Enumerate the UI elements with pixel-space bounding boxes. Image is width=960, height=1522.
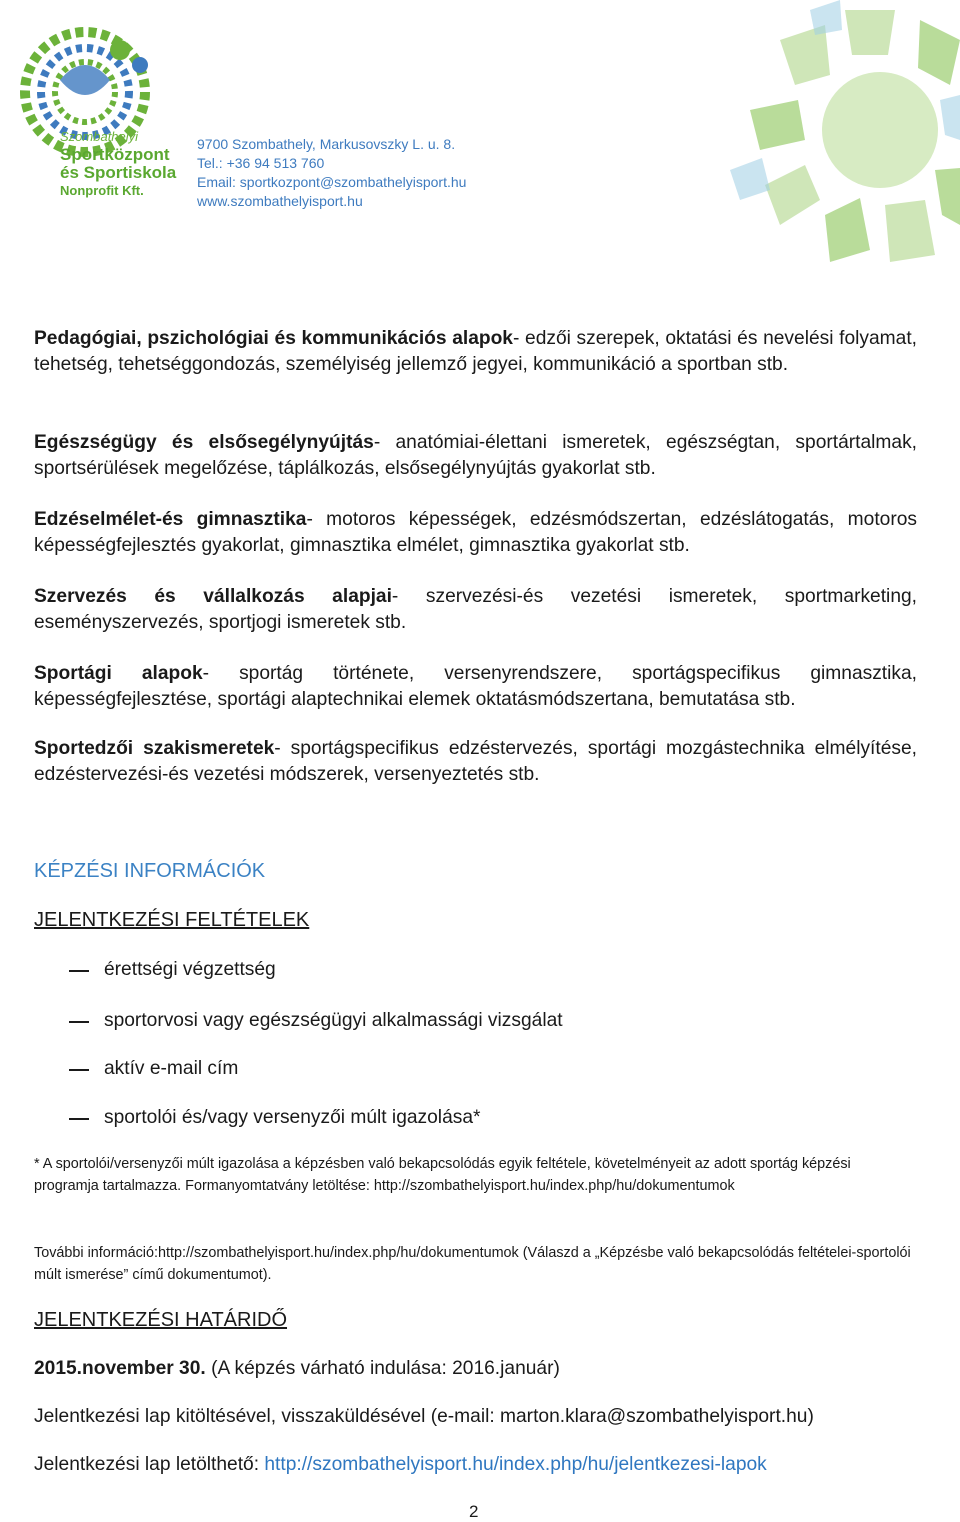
brand-line-3: és Sportiskola [60, 163, 177, 182]
requirement-text: aktív e-mail cím [104, 1058, 239, 1079]
download-line [34, 1452, 767, 1478]
dash-bullet-icon [69, 1021, 89, 1023]
dash-bullet-icon [69, 1069, 89, 1071]
requirement-text: sportolói és/vagy versenyzői múlt igazolása* [104, 1107, 481, 1128]
brand-line-2: Sportközpont [60, 145, 170, 164]
subject-text: - sportágspecifikus edzéstervezés, sportági mozgástechnika elmélyítése, edzéstervezési-és vezetési módszerek, versenyeztetés stb. [34, 738, 917, 785]
download-label: Jelentkezési lap letölthető: [34, 1454, 265, 1475]
training-info-heading: KÉPZÉSI INFORMÁCIÓK [34, 860, 266, 882]
subject-title: Pedagógiai, pszichológiai és kommunikációs alapok [34, 328, 513, 349]
deadline-heading: JELENTKEZÉSI HATÁRIDŐ [34, 1309, 288, 1331]
contact-address: 9700 Szombathely, Markusovszky L. u. 8. [197, 136, 456, 152]
contact-phone: Tel.: +36 94 513 760 [197, 155, 325, 171]
subject-title: Szervezés és vállalkozás alapjai [34, 586, 392, 607]
subject-title: Sportedzői szakismeretek [34, 738, 275, 759]
subject-paragraph [34, 736, 917, 788]
contact-web[interactable]: www.szombathelyisport.hu [197, 193, 363, 209]
subject-title: Edzéselmélet-és gimnasztika [34, 509, 307, 530]
page-number: 2 [469, 1502, 479, 1521]
brand-line-1: Szombathelyi [60, 129, 139, 144]
subject-title: Sportági alapok [34, 663, 203, 684]
deadline-note: (A képzés várható indulása: 2016.január) [205, 1358, 560, 1379]
subject-paragraph [34, 661, 917, 713]
subject-title: Egészségügy és elsősegélynyújtás [34, 432, 374, 453]
brand-line-4: Nonprofit Kft. [60, 183, 144, 198]
footnote: * A sportolói/versenyzői múlt igazolása a képzésben való bekapcsolódás egyik feltétele, követelményeit az adott sportág képzési programja tartalmazza. Formanyomtatvány letöltése: http://szombathelyisport.hu/index.php/hu/dokumentumok [34, 1156, 851, 1194]
subject-paragraph [34, 584, 917, 636]
dash-bullet-icon [69, 1118, 89, 1120]
subject-text: - sportág története, versenyrendszere, sportágspecifikus gimnasztika, képességfejlesztése, sportági alaptechnikai elemek oktatásmódszertana, bemutatása stb. [34, 663, 917, 710]
contact-block [197, 135, 466, 211]
deadline-line [34, 1356, 560, 1382]
requirement-text: sportorvosi vagy egészségügyi alkalmassági vizsgálat [104, 1010, 563, 1031]
subject-text: - motoros képességek, edzésmódszertan, edzéslátogatás, motoros képességfejlesztés gyakorlat, gimnasztika elmélet, gimnasztika gyakorlat stb. [34, 509, 917, 556]
subject-text: - anatómiai-élettani ismeretek, egészségtan, sportártalmak, sportsérülések megelőzése, táplálkozás, elsősegélynyújtás gyakorlat stb. [34, 432, 917, 479]
apply-line: Jelentkezési lap kitöltésével, visszaküldésével (e-mail: marton.klara@szombathelyisport.hu) [34, 1406, 814, 1427]
brand-name [60, 128, 220, 200]
subject-paragraph [34, 326, 917, 378]
requirements-heading: JELENTKEZÉSI FELTÉTELEK [34, 909, 310, 931]
dash-bullet-icon [69, 970, 89, 972]
download-link[interactable]: http://szombathelyisport.hu/index.php/hu/jelentkezesi-lapok [264, 1454, 767, 1475]
sun-decoration-icon [480, 0, 960, 280]
subject-paragraph [34, 507, 917, 559]
deadline-date: 2015.november 30. [34, 1358, 206, 1379]
contact-email[interactable]: Email: sportkozpont@szombathelyisport.hu [197, 174, 467, 190]
subject-paragraph [34, 430, 917, 482]
subject-text: - szervezési-és vezetési ismeretek, sportmarketing, eseményszervezés, sportjogi ismeretek stb. [34, 586, 917, 633]
further-info: További információ:http://szombathelyisport.hu/index.php/hu/dokumentumok (Válaszd a „Képzésbe való bekapcsolódás feltételei-sportolói múlt ismerése” című dokumentumot). [34, 1245, 911, 1283]
requirement-text: érettségi végzettség [104, 959, 276, 980]
subject-text: - edzői szerepek, oktatási és nevelési folyamat, tehetség, tehetséggondozás, személyiség jellemző jegyei, kommunikáció a sportban stb. [34, 328, 917, 375]
